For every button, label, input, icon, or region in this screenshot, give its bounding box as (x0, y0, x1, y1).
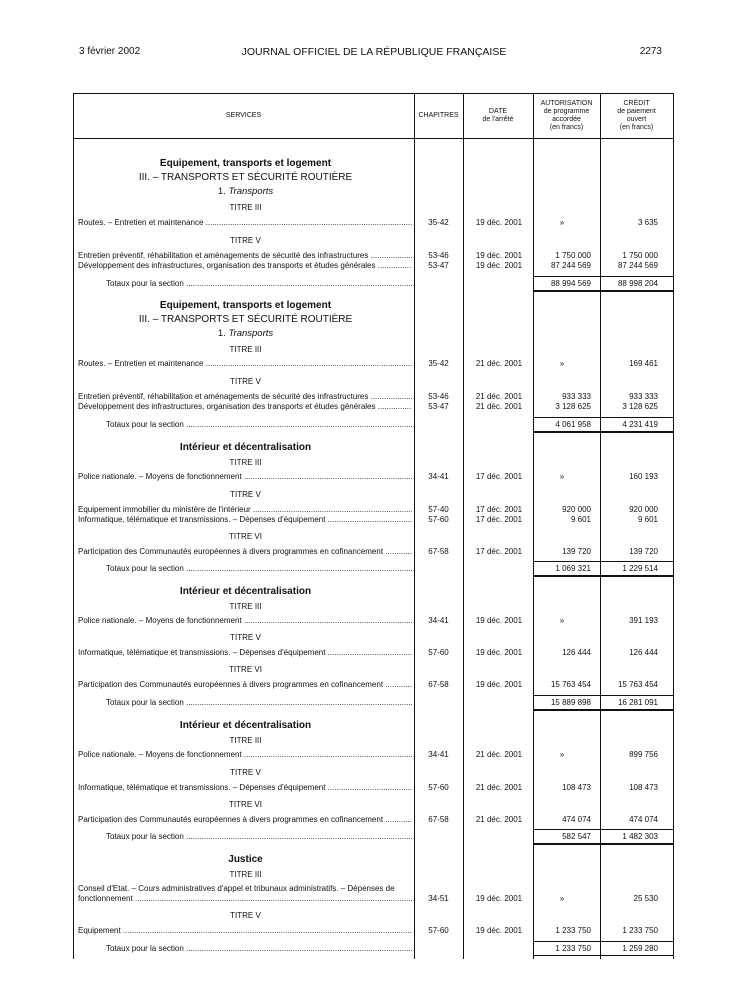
row-autorisation: » (559, 894, 565, 903)
section-ministry: Equipement, transports et logement (159, 158, 332, 169)
row-date: 19 déc. 2001 (475, 648, 523, 657)
header-page-number: 2273 (639, 46, 662, 57)
section-total-autorisation: 4 061 958 (555, 420, 591, 429)
row-description: Equipement ..... (78, 926, 412, 936)
row-autorisation: 933 333 (562, 392, 591, 401)
total-rule (533, 829, 674, 830)
row-date: 19 déc. 2001 (475, 680, 523, 689)
section-ministry: Justice (228, 854, 263, 865)
col-header-chapitres: CHAPITRES (418, 112, 459, 119)
row-credit: 25 530 (633, 894, 658, 903)
row-autorisation: 15 763 454 (550, 680, 591, 689)
row-chapitre: 57-60 (428, 515, 449, 524)
row-credit: 1 233 750 (622, 926, 658, 935)
section-separator (533, 955, 674, 956)
row-chapitre: 35-42 (428, 218, 449, 227)
titre-heading: TITRE VI (229, 532, 262, 541)
row-chapitre: 53-46 (428, 392, 449, 401)
titre-heading: TITRE V (230, 633, 261, 642)
table-top-border (73, 93, 674, 94)
row-chapitre: 67-58 (428, 815, 449, 824)
row-chapitre: 34-41 (428, 616, 449, 625)
total-rule (533, 417, 674, 418)
row-date: 19 déc. 2001 (475, 218, 523, 227)
row-description: Routes. – Entretien et maintenance ..... (78, 359, 412, 369)
row-date: 19 déc. 2001 (475, 251, 523, 260)
section-total-label: Totaux pour la section ..... (106, 420, 412, 430)
row-chapitre: 34-41 (428, 472, 449, 481)
row-credit: 126 444 (629, 648, 658, 657)
row-autorisation: 9 601 (570, 515, 591, 524)
row-credit: 474 074 (629, 815, 658, 824)
section-ministry: Equipement, transports et logement (159, 300, 332, 311)
section-total-credit: 4 231 419 (622, 420, 658, 429)
row-autorisation: 126 444 (562, 648, 591, 657)
row-credit: 920 000 (629, 505, 658, 514)
header-date: 3 février 2002 (79, 46, 141, 57)
total-rule (533, 695, 674, 696)
header-title: JOURNAL OFFICIEL DE LA RÉPUBLIQUE FRANÇAISE (241, 46, 507, 58)
row-chapitre: 35-42 (428, 359, 449, 368)
row-description: Informatique, télématique et transmissions. – Dépenses d'équipement ..... (78, 515, 412, 525)
row-credit: 391 193 (629, 616, 658, 625)
row-chapitre: 67-58 (428, 680, 449, 689)
row-date: 17 déc. 2001 (475, 515, 523, 524)
row-autorisation: 920 000 (562, 505, 591, 514)
total-rule (533, 561, 674, 562)
table-left-border (73, 93, 74, 959)
section-separator (533, 843, 674, 845)
row-description: Equipement immobilier du ministère de l'intérieur ..... (78, 505, 412, 515)
row-date: 19 déc. 2001 (475, 616, 523, 625)
section-total-label: Totaux pour la section ..... (106, 944, 412, 954)
row-description: Développement des infrastructures, organisation des transports et études générales ..... (78, 402, 412, 412)
row-description: Police nationale. – Moyens de fonctionnement ..... (78, 472, 412, 482)
row-credit: 3 635 (637, 218, 658, 227)
row-description: Participation des Communautés européennes à divers programmes en cofinancement ..... (78, 547, 412, 557)
titre-heading: TITRE III (229, 203, 262, 212)
row-credit: 899 756 (629, 750, 658, 759)
row-autorisation: 3 128 625 (555, 402, 591, 411)
row-autorisation: » (559, 218, 565, 227)
row-chapitre: 53-46 (428, 251, 449, 260)
row-credit: 933 333 (629, 392, 658, 401)
row-chapitre: 53-47 (428, 402, 449, 411)
row-chapitre: 34-51 (428, 894, 449, 903)
row-description: Entretien préventif, réhabilitation et aménagements de sécurité des infrastructures ..... (78, 251, 412, 261)
row-chapitre: 57-60 (428, 783, 449, 792)
row-credit: 3 128 625 (622, 402, 658, 411)
row-credit: 169 461 (629, 359, 658, 368)
row-date: 21 déc. 2001 (475, 392, 523, 401)
row-date: 17 déc. 2001 (475, 472, 523, 481)
col-header-date: DATE de l'arrêté (482, 108, 514, 123)
titre-heading: TITRE VI (229, 665, 262, 674)
section-separator (533, 431, 674, 433)
row-chapitre: 57-60 (428, 926, 449, 935)
col-header-autorisation: AUTORISATION de programme accordée (en francs) (540, 100, 593, 131)
section-ministry: Intérieur et décentralisation (179, 586, 312, 597)
row-chapitre: 57-60 (428, 648, 449, 657)
col-header-services: SERVICES (225, 112, 262, 119)
row-chapitre: 34-41 (428, 750, 449, 759)
row-autorisation: 87 244 569 (550, 261, 591, 270)
row-autorisation: » (559, 750, 565, 759)
section-total-label: Totaux pour la section ..... (106, 832, 412, 842)
total-rule (533, 941, 674, 942)
row-autorisation: 139 720 (562, 547, 591, 556)
row-credit: 15 763 454 (617, 680, 658, 689)
row-chapitre: 53-47 (428, 261, 449, 270)
total-rule (533, 276, 674, 277)
section-separator (533, 575, 674, 577)
header-bottom-border (73, 138, 674, 139)
section-total-credit: 1 259 280 (622, 944, 658, 953)
row-description: Informatique, télématique et transmissions. – Dépenses d'équipement ..... (78, 648, 412, 658)
row-autorisation: » (559, 616, 565, 625)
row-credit: 139 720 (629, 547, 658, 556)
row-autorisation: 1 233 750 (555, 926, 591, 935)
section-subsubtitle: 1. Transports (217, 186, 274, 197)
row-date: 19 déc. 2001 (475, 261, 523, 270)
section-total-credit: 16 281 091 (617, 698, 658, 707)
section-total-autorisation: 1 069 321 (555, 564, 591, 573)
row-credit: 160 193 (629, 472, 658, 481)
section-total-credit: 1 229 514 (622, 564, 658, 573)
row-date: 21 déc. 2001 (475, 815, 523, 824)
row-description: Entretien préventif, réhabilitation et aménagements de sécurité des infrastructures ..... (78, 392, 412, 402)
section-total-label: Totaux pour la section ..... (106, 698, 412, 708)
row-date: 21 déc. 2001 (475, 359, 523, 368)
titre-heading: TITRE III (229, 602, 262, 611)
row-date: 21 déc. 2001 (475, 402, 523, 411)
row-credit: 108 473 (629, 783, 658, 792)
row-autorisation: 474 074 (562, 815, 591, 824)
titre-heading: TITRE III (229, 345, 262, 354)
row-autorisation: » (559, 359, 565, 368)
row-chapitre: 57-40 (428, 505, 449, 514)
row-date: 21 déc. 2001 (475, 783, 523, 792)
section-separator (533, 709, 674, 711)
section-subtitle: III. – TRANSPORTS ET SÉCURITÉ ROUTIÈRE (138, 172, 353, 183)
row-description: Routes. – Entretien et maintenance ..... (78, 218, 412, 228)
section-total-autorisation: 1 233 750 (555, 944, 591, 953)
row-chapitre: 67-58 (428, 547, 449, 556)
section-total-autorisation: 15 889 898 (550, 698, 591, 707)
section-subtitle: III. – TRANSPORTS ET SÉCURITÉ ROUTIÈRE (138, 314, 353, 325)
section-total-credit: 88 998 204 (617, 279, 658, 288)
section-total-label: Totaux pour la section ..... (106, 564, 412, 574)
titre-heading: TITRE III (229, 458, 262, 467)
section-ministry: Intérieur et décentralisation (179, 442, 312, 453)
row-description: Développement des infrastructures, organisation des transports et études générales ..... (78, 261, 412, 271)
section-separator (533, 290, 674, 292)
row-autorisation: » (559, 472, 565, 481)
row-date: 19 déc. 2001 (475, 894, 523, 903)
section-total-credit: 1 482 303 (622, 832, 658, 841)
titre-heading: TITRE V (230, 490, 261, 499)
row-credit: 87 244 569 (617, 261, 658, 270)
row-autorisation: 108 473 (562, 783, 591, 792)
row-description: Police nationale. – Moyens de fonctionnement ..... (78, 750, 412, 760)
titre-heading: TITRE III (229, 870, 262, 879)
section-subsubtitle: 1. Transports (217, 328, 274, 339)
section-total-autorisation: 88 994 569 (550, 279, 591, 288)
section-ministry: Intérieur et décentralisation (179, 720, 312, 731)
section-total-label: Totaux pour la section ..... (106, 279, 412, 289)
section-total-autorisation: 582 547 (562, 832, 591, 841)
row-description: Police nationale. – Moyens de fonctionnement ..... (78, 616, 412, 626)
row-description: Participation des Communautés européennes à divers programmes en cofinancement ..... (78, 680, 412, 690)
titre-heading: TITRE VI (229, 800, 262, 809)
titre-heading: TITRE V (230, 236, 261, 245)
titre-heading: TITRE III (229, 736, 262, 745)
row-autorisation: 1 750 000 (555, 251, 591, 260)
row-date: 17 déc. 2001 (475, 505, 523, 514)
titre-heading: TITRE V (230, 911, 261, 920)
row-description: Conseil d'Etat. – Cours administratives d'appel et tribunaux administratifs. – Dépenses de fonctionnement ..... (78, 884, 412, 904)
titre-heading: TITRE V (230, 768, 261, 777)
col-header-credit: CRÉDIT de paiement ouvert (en francs) (617, 100, 656, 131)
row-credit: 9 601 (637, 515, 658, 524)
row-date: 17 déc. 2001 (475, 547, 523, 556)
row-date: 21 déc. 2001 (475, 750, 523, 759)
titre-heading: TITRE V (230, 377, 261, 386)
row-description: Informatique, télématique et transmissions. – Dépenses d'équipement ..... (78, 783, 412, 793)
row-description: Participation des Communautés européennes à divers programmes en cofinancement ..... (78, 815, 412, 825)
row-date: 19 déc. 2001 (475, 926, 523, 935)
row-credit: 1 750 000 (622, 251, 658, 260)
